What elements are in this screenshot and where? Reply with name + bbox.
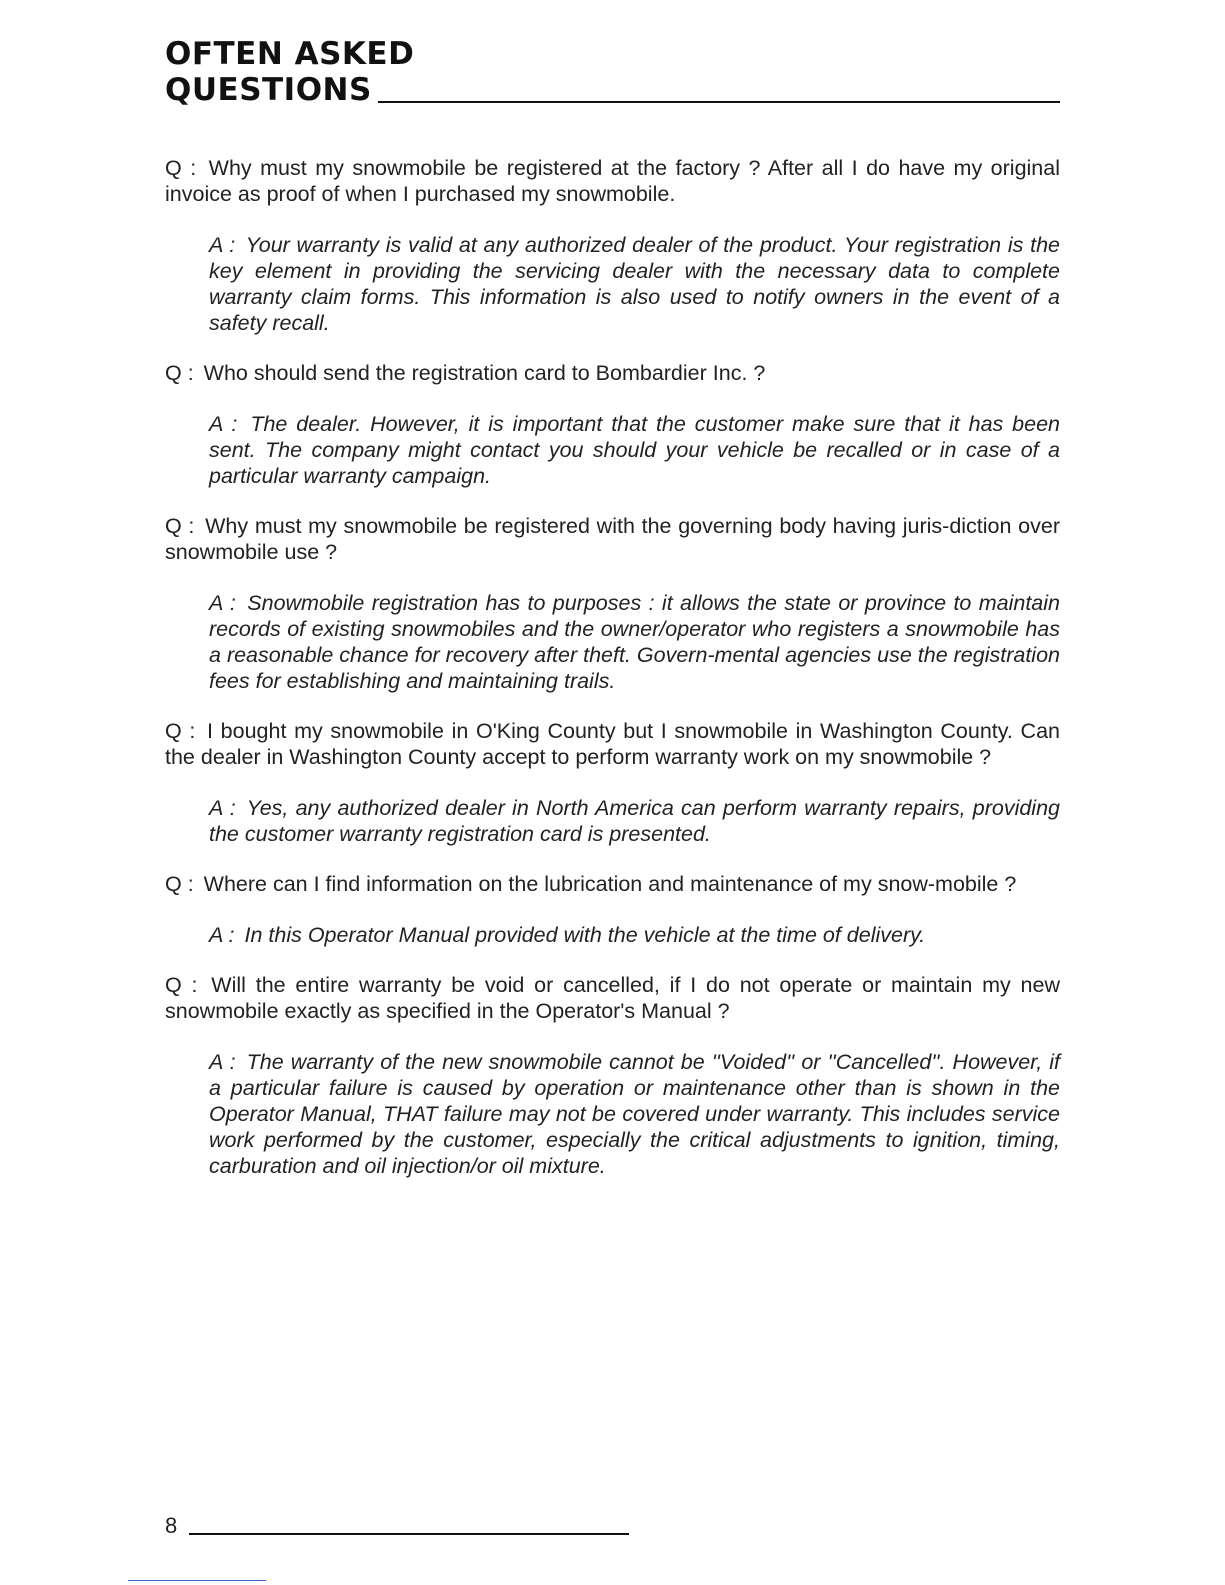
answer-prefix: A :: [209, 923, 235, 947]
heading-rule: [378, 101, 1060, 103]
answer-prefix: A :: [209, 796, 236, 820]
question-text: Why must my snowmobile be registered at the factory ? After all I do have my original invoice as proof of when I purchased my snowmobile.: [165, 156, 1060, 206]
question-prefix: Q :: [165, 719, 196, 743]
answer-prefix: A :: [209, 233, 236, 257]
question-5: [165, 871, 1060, 897]
answer-2: [209, 411, 1060, 489]
question-text: Why must my snowmobile be registered with the governing body having juris-diction over snowmobile use ?: [165, 514, 1060, 564]
answer-3: [209, 590, 1060, 694]
scan-edge-line: [128, 1580, 266, 1581]
answer-prefix: A :: [209, 412, 238, 436]
heading-line-1: OFTEN ASKED: [165, 36, 415, 72]
answer-5: [209, 922, 1060, 948]
question-text: I bought my snowmobile in O'King County but I snowmobile in Washington County. Can the dealer in Washington County accept to perform warranty work on my snowmobile ?: [165, 719, 1061, 769]
faq-item-3: [165, 513, 1060, 694]
question-6: [165, 972, 1060, 1024]
answer-4: [209, 795, 1060, 847]
answer-prefix: A :: [209, 1050, 236, 1074]
faq-item-4: [165, 718, 1060, 847]
page-number: 8: [165, 1513, 178, 1538]
faq-item-5: [165, 871, 1060, 948]
faq-item-1: [165, 155, 1060, 336]
faq-item-2: [165, 360, 1060, 489]
question-prefix: Q :: [165, 973, 198, 997]
answer-text: The warranty of the new snowmobile cannot be ''Voided'' or ''Cancelled''. However, if a particular failure is caused by operation or maintenance other than is shown in the Operator Manual, THAT failure may not be covered under warranty. This includes service work performed by the customer, especially the critical adjustments to ignition, timing, carburation and oil injection/or oil mixture.: [209, 1050, 1060, 1178]
answer-text: The dealer. However, it is important that the customer make sure that it has been sent. The company might contact you should your vehicle be recalled or in case of a particular warranty campaign.: [209, 412, 1060, 488]
question-prefix: Q :: [165, 514, 195, 538]
answer-text: Snowmobile registration has to purposes : it allows the state or province to maintain records of existing snowmobiles and the owner/operator who registers a snowmobile has a reasonable chance for recovery after theft. Govern-mental agencies use the registration fees for establishing and maintaining trails.: [209, 591, 1061, 693]
faq-item-6: [165, 972, 1060, 1179]
answer-text: Your warranty is valid at any authorized dealer of the product. Your registration is the key element in providing the servicing dealer with the necessary data to complete warranty claim forms. This information is also used to notify owners in the event of a safety recall.: [209, 233, 1060, 335]
page-heading: [165, 36, 1060, 108]
answer-6: [209, 1049, 1060, 1179]
question-prefix: Q :: [165, 872, 194, 896]
faq-list: [165, 155, 1060, 1179]
question-prefix: Q :: [165, 361, 194, 385]
page-content: [165, 36, 1060, 1203]
question-3: [165, 513, 1060, 565]
answer-prefix: A :: [209, 591, 236, 615]
heading-line-2-row: [165, 72, 1060, 108]
answer-1: [209, 232, 1060, 336]
question-text: Will the entire warranty be void or cancelled, if I do not operate or maintain my new snowmobile exactly as specified in the Operator's Manual ?: [165, 973, 1060, 1023]
question-4: [165, 718, 1060, 770]
question-prefix: Q :: [165, 156, 197, 180]
page-footer: [165, 1513, 629, 1539]
question-1: [165, 155, 1060, 207]
question-2: [165, 360, 1060, 386]
heading-line-2: QUESTIONS: [165, 72, 372, 108]
answer-text: In this Operator Manual provided with the vehicle at the time of delivery.: [244, 923, 926, 947]
question-text: Where can I find information on the lubrication and maintenance of my snow-mobile ?: [203, 872, 1017, 896]
question-text: Who should send the registration card to Bombardier Inc. ?: [203, 361, 766, 385]
answer-text: Yes, any authorized dealer in North America can perform warranty repairs, providing the customer warranty registration card is presented.: [209, 796, 1060, 846]
footer-rule: [189, 1533, 629, 1535]
